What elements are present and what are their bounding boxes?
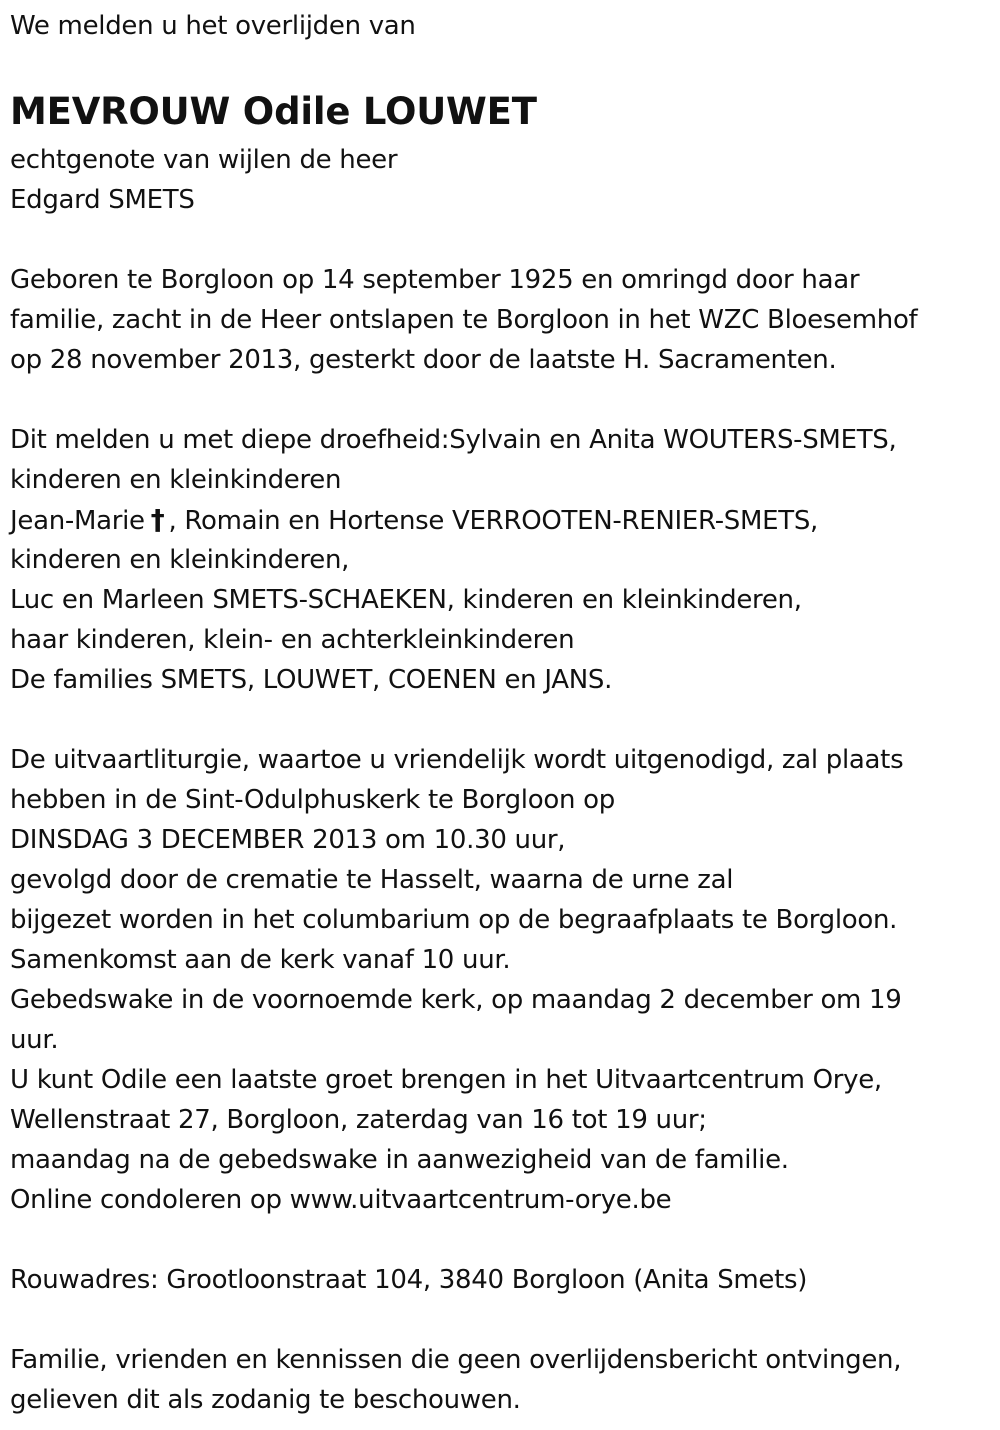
family-line: kinderen en kleinkinderen, [10, 545, 350, 575]
funeral-line: bijgezet worden in het columbarium op de begraafplaats te Borgloon. [10, 905, 898, 935]
funeral-line: hebben in de Sint-Odulphuskerk te Borgloon op [10, 785, 615, 815]
closing-line: Familie, vrienden en kennissen die geen overlijdensbericht ontvingen, [10, 1345, 902, 1375]
mourning-address: Rouwadres: Grootloonstraat 104, 3840 Borgloon (Anita Smets) [10, 1265, 808, 1295]
funeral-line: U kunt Odile een laatste groet brengen in het Uitvaartcentrum Orye, [10, 1065, 882, 1095]
funeral-line: DINSDAG 3 DECEMBER 2013 om 10.30 uur, [10, 825, 566, 855]
funeral-line: Gebedswake in de voornoemde kerk, op maandag 2 december om 19 [10, 985, 902, 1015]
cross-icon: † [150, 503, 165, 536]
funeral-line: Samenkomst aan de kerk vanaf 10 uur. [10, 945, 511, 975]
family-line: De families SMETS, LOUWET, COENEN en JANS. [10, 665, 613, 695]
birth-line: op 28 november 2013, gesterkt door de laatste H. Sacramenten. [10, 345, 837, 375]
birth-line: familie, zacht in de Heer ontslapen te Borgloon in het WZC Bloesemhof [10, 305, 918, 335]
death-notice [10, 6, 990, 1420]
birth-line: Geboren te Borgloon op 14 september 1925 en omringd door haar [10, 265, 860, 295]
family-line: haar kinderen, klein- en achterkleinkinderen [10, 625, 575, 655]
spouse-line: echtgenote van wijlen de heer [10, 145, 398, 175]
funeral-line: maandag na de gebedswake in aanwezigheid van de familie. [10, 1145, 789, 1175]
family-name-text: Jean-Marie [10, 506, 145, 536]
spouse-name: Edgard SMETS [10, 185, 195, 215]
family-line: kinderen en kleinkinderen [10, 465, 342, 495]
condolence-line: Online condoleren op www.uitvaartcentrum-orye.be [10, 1185, 672, 1215]
family-line: Dit melden u met diepe droefheid:Sylvain en Anita WOUTERS-SMETS, [10, 425, 897, 455]
deceased-name: MEVROUW Odile LOUWET [10, 90, 537, 133]
funeral-line: De uitvaartliturgie, waartoe u vriendelijk wordt uitgenodigd, zal plaats [10, 745, 904, 775]
funeral-line: gevolgd door de crematie te Hasselt, waarna de urne zal [10, 865, 734, 895]
closing-line: gelieven dit als zodanig te beschouwen. [10, 1385, 521, 1415]
family-line: Luc en Marleen SMETS-SCHAEKEN, kinderen en kleinkinderen, [10, 585, 802, 615]
intro-text: We melden u het overlijden van [10, 11, 416, 41]
family-line [10, 500, 990, 540]
funeral-line: uur. [10, 1025, 59, 1055]
family-name-text: , Romain en Hortense VERROOTEN-RENIER-SMETS, [168, 506, 819, 536]
funeral-line: Wellenstraat 27, Borgloon, zaterdag van 16 tot 19 uur; [10, 1105, 707, 1135]
